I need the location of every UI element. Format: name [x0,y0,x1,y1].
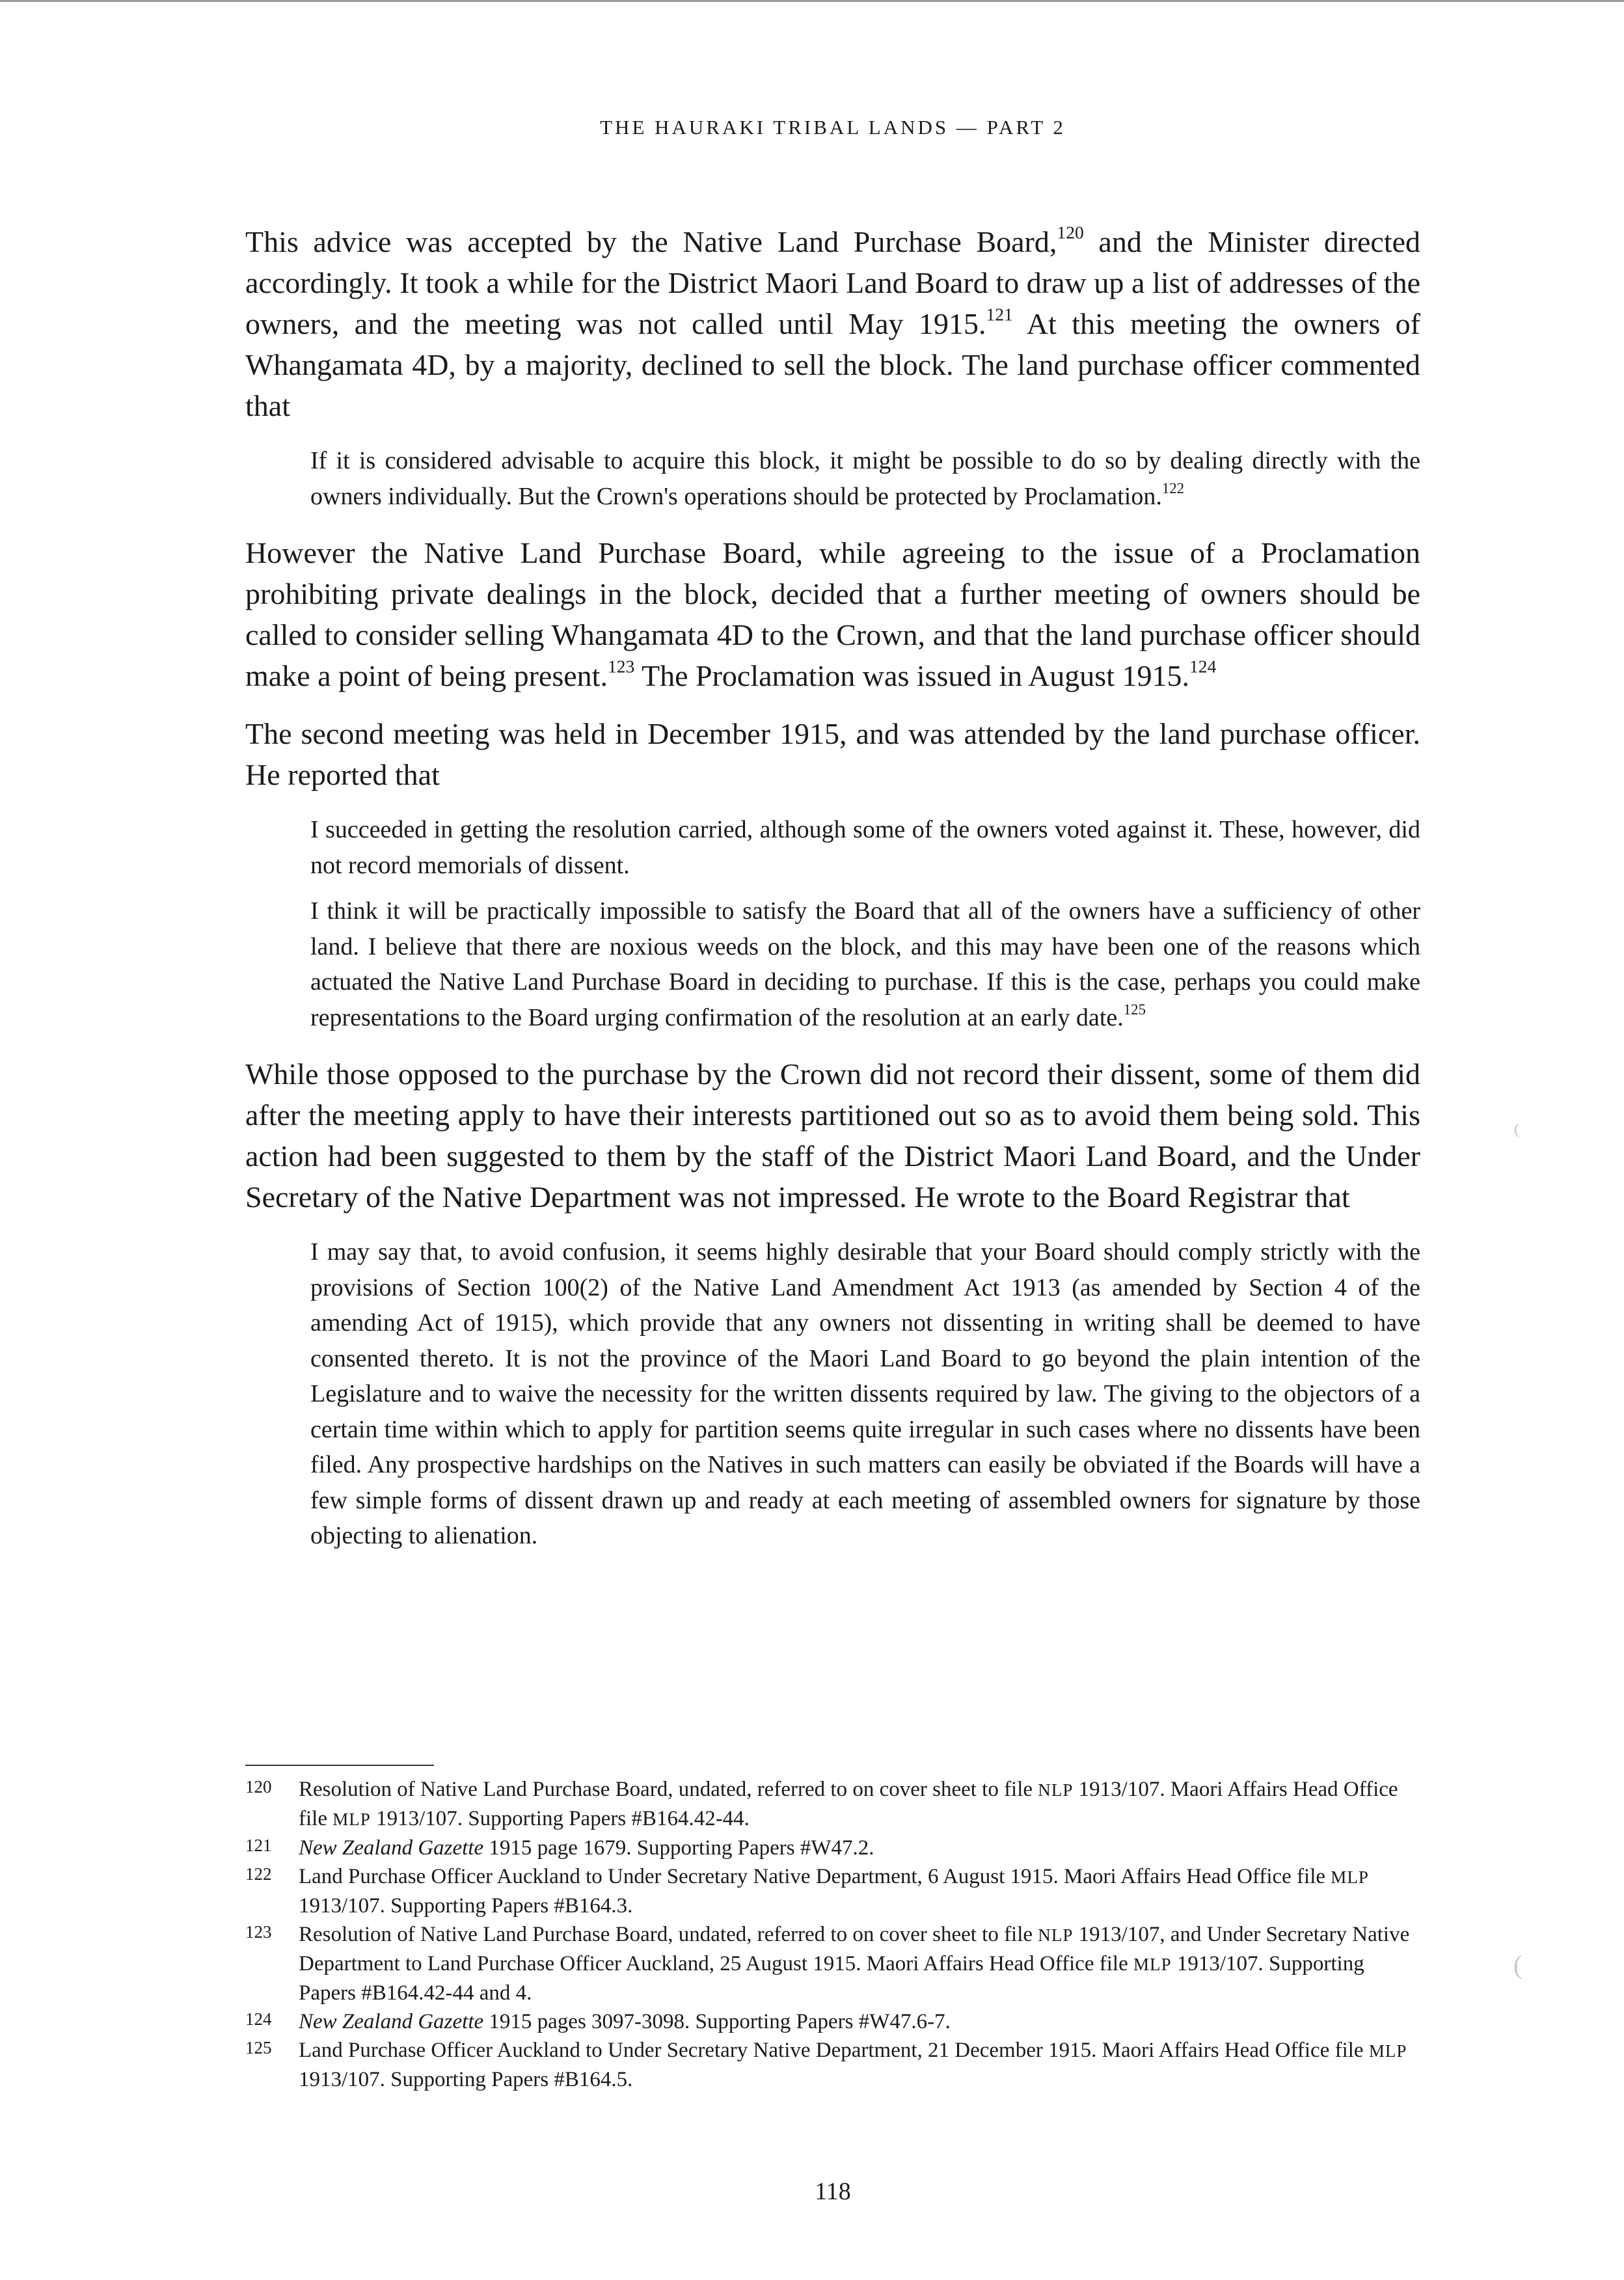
footnote-ref: 121 [986,304,1013,325]
footnote [245,1834,1420,1862]
top-edge-rule [0,0,1624,2]
footnote-number: 124 [245,2009,272,2029]
footnote [245,1920,1420,2007]
body-text [245,221,1420,1572]
body-paragraph [245,221,1420,426]
text-run: At this meeting the owners of Whangamata 4D, by a majority, declined to sell the block. The land purchase officer commented that [245,307,1420,422]
scan-speck: ( [1513,1950,1522,1979]
text-run: However the Native Land Purchase Board, while agreeing to the issue of a Proclamation prohibiting private dealings in the block, decided that a further meeting of owners should be called to consider selling Whangamata 4D to the Crown, and that the land purchase officer should make a point of being present. [245,536,1420,692]
text-run: If it is considered advisable to acquire this block, it might be possible to do so by dealing directly with the owners individually. But the Crown's operations should be protected by Proclamation. [310,447,1420,510]
publication-title: New Zealand Gazette [299,1836,484,1860]
footnote [245,1775,1420,1834]
footnote-number: 121 [245,1836,272,1855]
quote-paragraph [310,893,1420,1035]
file-prefix: MLP [1133,1955,1172,1974]
quote-paragraph [310,443,1420,514]
footnote [245,2007,1420,2036]
quote-paragraph [310,1234,1420,1554]
footnote-number: 125 [245,2038,272,2057]
footnote [245,1862,1420,1920]
text-run: While those opposed to the purchase by the Crown did not record their dissent, some of them did after the meeting apply to have their interests partitioned out so as to avoid them being sold. This action had been suggested to them by the staff of the District Maori Land Board, and the Under Secretary of the Native Department was not impressed. He wrote to the Board Registrar that [245,1057,1420,1214]
text-run: The Proclamation was issued in August 1915. [634,659,1189,692]
footnote-text [299,1834,1420,1862]
publication-title: New Zealand Gazette [299,2010,484,2033]
scan-speck: ⁽ [1513,1120,1520,1149]
quote-paragraph [310,812,1420,883]
footnote-rule [245,1765,434,1766]
text-run: 1913/107. Supporting Papers #B164.5. [299,2068,633,2091]
text-run: 1915 page 1679. Supporting Papers #W47.2. [483,1836,874,1860]
file-prefix: MLP [1331,1867,1369,1887]
text-run: I think it will be practically impossible to satisfy the Board that all of the owners have a sufficiency of other land. I believe that there are noxious weeds on the block, and this may have been one of the reasons which actuated the Native Land Purchase Board in deciding to purchase. If this is the case, perhaps you could make representations to the Board urging confirmation of the resolution at an early date. [310,897,1420,1031]
footnote [245,2036,1420,2094]
footnote-text [299,2036,1420,2094]
footnote-text [299,1920,1420,2007]
text-run: 1913/107. Supporting Papers #B164.42-44 and 4. [299,1952,1364,2005]
text-run: 1913/107, and Under Secretary Native Department to Land Purchase Officer Auckland, 25 August 1915. Maori Affairs Head Office file [299,1923,1410,1975]
body-paragraph [245,532,1420,696]
file-prefix: MLP [1368,2041,1407,2061]
footnote-text [299,1775,1420,1834]
text-run: Land Purchase Officer Auckland to Under Secretary Native Department, 6 August 1915. Maori Affairs Head Office file [299,1865,1331,1888]
page-number: 118 [815,2178,851,2205]
text-run: 1913/107. Maori Affairs Head Office file [299,1778,1398,1830]
footnote-ref: 123 [607,656,635,677]
text-run: 1915 pages 3097-3098. Supporting Papers #W47.6-7. [483,2010,951,2033]
text-run: Resolution of Native Land Purchase Board, undated, referred to on cover sheet to file [299,1923,1038,1946]
text-run: Resolution of Native Land Purchase Board, undated, referred to on cover sheet to file [299,1778,1038,1801]
text-run: and the Minister directed accordingly. It took a while for the District Maori Land Board to draw up a list of addresses of the owners, and the meeting was not called until May 1915. [245,225,1421,340]
footnote-number: 122 [245,1864,272,1884]
running-head: THE HAURAKI TRIBAL LANDS — PART 2 [600,116,1066,139]
footnote-ref: 120 [1057,222,1084,243]
file-prefix: NLP [1038,1925,1074,1945]
text-run: This advice was accepted by the Native Land Purchase Board, [245,225,1057,258]
block-quote [310,812,1420,1035]
block-quote [310,443,1420,514]
text-run: I may say that, to avoid confusion, it seems highly desirable that your Board should comply strictly with the provisions of Section 100(2) of the Native Land Amendment Act 1913 (as amended by Section 4 of the amending Act of 1915), which provide that any owners not dissenting in writing shall be deemed to have consented thereto. It is not the province of the Maori Land Board to go beyond the plain intention of the Legislature and to waive the necessity for the written dissents required by law. The giving to the objectors of a certain time within which to apply for partition seems quite irregular in such cases where no dissents have been filed. Any prospective hardships on the Natives in such matters can easily be obviated if the Boards will have a few simple forms of dissent drawn up and ready at each meeting of assembled owners for signature by those objecting to alienation. [310,1238,1420,1549]
text-run: 1913/107. Supporting Papers #B164.42-44. [370,1807,750,1830]
footnote-number: 120 [245,1777,272,1797]
text-run: The second meeting was held in December 1915, and was attended by the land purchase officer. He reported that [245,717,1420,791]
footnote-ref: 124 [1189,656,1217,677]
body-paragraph [245,713,1420,795]
text-run: Land Purchase Officer Auckland to Under Secretary Native Department, 21 December 1915. Maori Affairs Head Office file [299,2039,1369,2062]
file-prefix: NLP [1038,1780,1074,1800]
file-prefix: MLP [332,1810,371,1829]
footnotes [245,1775,1420,2094]
text-run: 1913/107. Supporting Papers #B164.3. [299,1894,633,1918]
body-paragraph [245,1053,1420,1217]
footnote-ref: 122 [1161,480,1185,496]
block-quote [310,1234,1420,1554]
footnote-ref: 125 [1123,1001,1146,1018]
text-run: I succeeded in getting the resolution carried, although some of the owners voted against it. These, however, did not record memorials of dissent. [310,816,1420,879]
footnote-text [299,2007,1420,2036]
footnote-number: 123 [245,1922,272,1942]
footnote-text [299,1862,1420,1920]
